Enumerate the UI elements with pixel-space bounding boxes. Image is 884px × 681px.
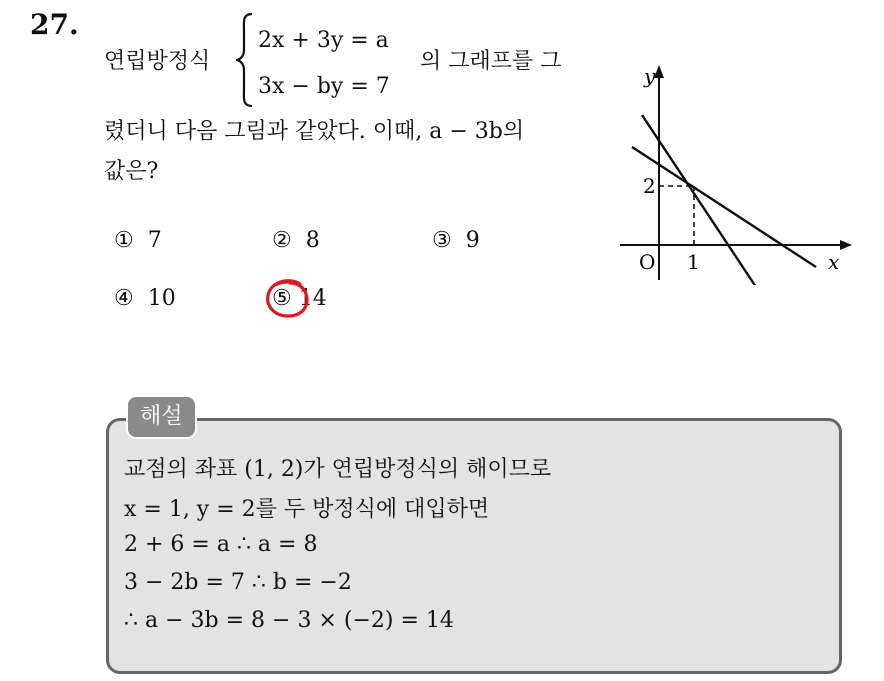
x-axis-label: x <box>828 250 840 274</box>
choice-mark: ④ <box>114 286 134 311</box>
choice-3[interactable] <box>432 228 480 253</box>
solution-line-5: ∴ a − 3b = 8 − 3 × (−2) = 14 <box>124 608 454 633</box>
choice-value: 7 <box>147 228 162 253</box>
choice-1[interactable] <box>114 228 162 253</box>
question-text-line3: 값은? <box>104 159 159 184</box>
choice-mark: ① <box>114 228 134 253</box>
choice-2[interactable] <box>272 228 320 253</box>
x-tick-label: 1 <box>687 250 700 274</box>
question-text-prefix: 연립방정식 <box>104 49 211 74</box>
question-text-line2: 렸더니 다음 그림과 같았다. 이때, a − 3b의 <box>104 119 525 144</box>
y-tick-label: 2 <box>643 174 656 198</box>
choice-value: 9 <box>465 228 480 253</box>
choice-value: 8 <box>305 228 320 253</box>
solution-line-4: 3 − 2b = 7 ∴ b = −2 <box>124 570 352 595</box>
answer-circle-mark <box>264 278 314 320</box>
origin-label: O <box>639 250 656 274</box>
y-axis-arrow-icon <box>654 65 664 78</box>
question-text-after: 의 그래프를 그 <box>420 49 562 74</box>
solution-tag: 해설 <box>128 397 195 437</box>
solution-line-3: 2 + 6 = a ∴ a = 8 <box>124 532 318 557</box>
x-axis-arrow-icon <box>840 240 852 250</box>
solution-line-2: x = 1, y = 2를 두 방정식에 대입하면 <box>124 497 490 522</box>
y-axis-label: y <box>644 64 656 88</box>
choice-value: 10 <box>147 286 176 311</box>
choice-mark: ③ <box>432 228 452 253</box>
question-number: 27. <box>30 8 79 41</box>
equation-1: 2x + 3y = a <box>258 28 389 53</box>
choice-4[interactable] <box>114 286 176 311</box>
solution-line-1: 교점의 좌표 (1, 2)가 연립방정식의 해이므로 <box>124 457 552 482</box>
graph <box>612 55 862 285</box>
choice-mark: ⑤ <box>272 286 292 311</box>
choice-value: 14 <box>298 286 327 311</box>
choice-mark: ② <box>272 228 292 253</box>
equation-brace <box>232 10 256 110</box>
equation-2: 3x − by = 7 <box>258 74 390 99</box>
